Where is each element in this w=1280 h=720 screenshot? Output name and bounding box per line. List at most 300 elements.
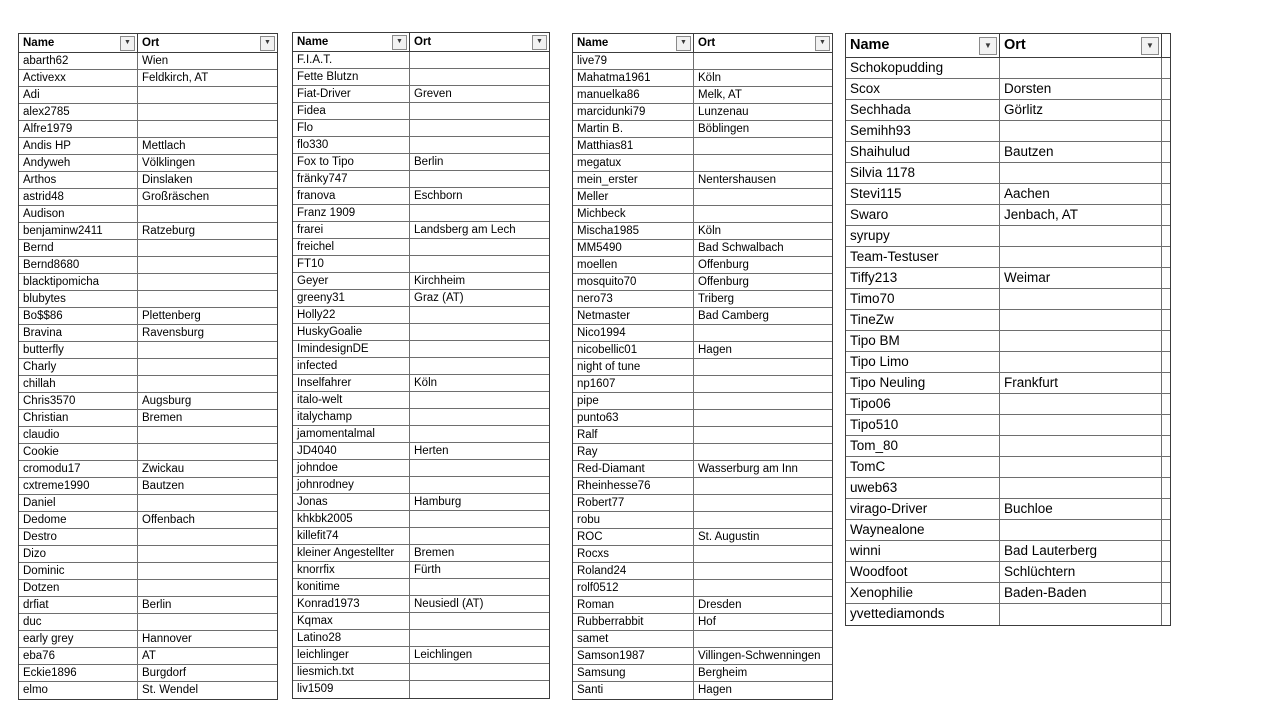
cell-name: HuskyGoalie [293,324,410,341]
cell-name: jamomentalmal [293,426,410,443]
table-row [293,375,549,392]
table-row [573,444,832,461]
clipped-cell [1162,289,1170,310]
cell-name: Jonas [293,494,410,511]
cell-ort [410,392,549,409]
column-header-label: Ort [698,37,716,49]
cell-ort: Weimar [1000,268,1162,289]
cell-name: Inselfahrer [293,375,410,392]
cell-ort: Hagen [698,684,732,696]
cell-ort [1000,331,1162,352]
cell-ort [694,478,832,495]
table-row [573,70,832,87]
cell-ort [410,511,549,528]
table-row [19,631,277,648]
cell-name: Tipo BM [846,331,1000,352]
cell-name: elmo [19,682,138,699]
table-row [19,444,277,461]
cell-name: astrid48 [19,189,138,206]
table-row [573,172,832,189]
header-cell-ort [694,34,832,53]
table-row [293,596,549,613]
cell-name: live79 [573,53,694,70]
clipped-cell [1162,121,1170,142]
table-row [293,477,549,494]
cell-ort [410,460,549,477]
cell-name: mosquito70 [573,274,694,291]
cell-name: Red-Diamant [573,461,694,478]
table-row [293,358,549,375]
cell-ort [1000,394,1162,415]
table-row [846,394,1170,415]
cell-name: Adi [19,87,138,104]
table-row [846,226,1170,247]
filter-dropdown-icon[interactable]: ▼ [1141,37,1159,55]
clipped-cell [1162,142,1170,163]
cell-name: JD4040 [293,443,410,460]
table-row [573,274,832,291]
cell-ort [138,104,277,121]
filter-dropdown-icon[interactable]: ▼ [532,35,547,50]
table-row [19,223,277,240]
cell-ort [1000,352,1162,373]
cell-name: Fox to Tipo [293,154,410,171]
filter-sort-icon[interactable]: ▼ [120,36,135,51]
cell-ort: Hamburg [410,494,549,511]
cell-ort: Landsberg am Lech [410,222,549,239]
cell-ort: Graz (AT) [410,290,549,307]
cell-name: Samson1987 [573,648,694,665]
table-row [293,188,549,205]
cell-name: benjaminw2411 [19,223,138,240]
table-row [846,331,1170,352]
table-row [293,681,549,698]
cell-ort [138,342,277,359]
table-row [293,273,549,290]
cell-ort: Hannover [138,631,277,648]
table-row [19,53,277,70]
cell-ort [1000,58,1162,79]
cell-ort [410,664,549,681]
cell-ort: Burgdorf [138,665,277,682]
table-row [19,376,277,393]
table-row [293,630,549,647]
cell-ort [138,291,277,308]
cell-name: Latino28 [293,630,410,647]
table-row [573,648,832,665]
cell-ort [410,630,549,647]
table-row [846,562,1170,583]
cell-ort: Kirchheim [410,273,549,290]
table-row [846,457,1170,478]
cell-name: syrupy [846,226,1000,247]
cell-name: moellen [573,257,694,274]
cell-ort: Triberg [694,291,832,308]
cell-ort: Bad Schwalbach [694,240,832,257]
cell-name: italo-welt [293,392,410,409]
header-cell-ort [1000,34,1162,58]
cell-name: uweb63 [846,478,1000,499]
cell-name: F.I.A.T. [293,52,410,69]
filter-sort-icon[interactable]: ▼ [392,35,407,50]
table-row [573,53,832,70]
clipped-cell [1162,268,1170,289]
cell-ort: Plettenberg [138,308,277,325]
cell-name: abarth62 [19,53,138,70]
cell-name: Bernd [19,240,138,257]
cell-ort: Jenbach, AT [1000,205,1162,226]
cell-name: drfiat [19,597,138,614]
table-row [293,154,549,171]
cell-name: Tipo Neuling [846,373,1000,394]
cell-name: Christian [19,410,138,427]
table-row [19,614,277,631]
table-row [293,460,549,477]
clipped-cell [1162,394,1170,415]
cell-ort [1000,163,1162,184]
cell-name: punto63 [573,410,694,427]
table-row [846,79,1170,100]
cell-ort: Görlitz [1000,100,1162,121]
table-row [573,393,832,410]
cell-ort: Großräschen [138,189,277,206]
cell-name: Chris3570 [19,393,138,410]
cell-ort: Aachen [1000,184,1162,205]
cell-name: TomC [846,457,1000,478]
cell-name: greeny31 [293,290,410,307]
table-row [19,70,277,87]
cell-name: Arthos [19,172,138,189]
cell-ort [1000,436,1162,457]
cell-name: Santi [573,682,694,699]
cell-ort: Köln [694,70,832,87]
table-row [573,240,832,257]
table-row [573,257,832,274]
column-header-label: Name [850,37,890,53]
cell-name: freichel [293,239,410,256]
cell-ort: Bremen [410,545,549,562]
cell-ort [410,409,549,426]
cell-ort: Fürth [410,562,549,579]
cell-ort [410,120,549,137]
cell-name: ROC [573,529,694,546]
cell-name: MM5490 [573,240,694,257]
table-row [846,100,1170,121]
table-row [573,291,832,308]
cell-name: Rubberrabbit [573,614,694,631]
table-row [293,613,549,630]
cell-name: Rocxs [573,546,694,563]
header-cell-name [846,34,1000,58]
table-row [19,580,277,597]
table-row [19,342,277,359]
cell-name: Meller [573,189,694,206]
table-row [293,426,549,443]
cell-ort [1000,520,1162,541]
table-row [293,222,549,239]
cell-ort [410,426,549,443]
table-row [846,247,1170,268]
cell-name: mein_erster [573,172,694,189]
header-cell-ort [410,33,549,52]
member-table-4 [845,33,1171,626]
cell-ort [694,427,832,444]
cell-name: Fidea [293,103,410,120]
table-row [573,121,832,138]
clipped-cell [1162,604,1170,625]
cell-name: Schokopudding [846,58,1000,79]
cell-ort [138,546,277,563]
clipped-cell [1162,415,1170,436]
clipped-cell [1162,310,1170,331]
cell-name: Fiat-Driver [293,86,410,103]
column-header-label: Ort [414,36,432,48]
clipped-cell [1162,352,1170,373]
header-cell-name [19,34,138,53]
cell-ort: Bergheim [694,665,832,682]
table-row [293,290,549,307]
cell-ort: Wien [138,53,277,70]
cell-ort [1000,478,1162,499]
table-row [573,512,832,529]
cell-ort [410,52,549,69]
cell-name: TineZw [846,310,1000,331]
cell-name: franova [293,188,410,205]
cell-ort [138,359,277,376]
filter-sort-icon[interactable]: ▼ [676,36,691,51]
cell-ort: Baden-Baden [1000,583,1162,604]
cell-ort: Villingen-Schwenningen [694,648,832,665]
cell-name: blubytes [19,291,138,308]
cell-name: megatux [573,155,694,172]
table-row [293,205,549,222]
table-row [846,541,1170,562]
table-row [846,121,1170,142]
cell-name: Flo [293,120,410,137]
table-row [19,478,277,495]
cell-name: Cookie [19,444,138,461]
cell-name: marcidunki79 [573,104,694,121]
cell-ort [410,528,549,545]
table-row [846,604,1170,625]
column-header-label: Name [297,36,329,48]
cell-name: Semihh93 [846,121,1000,142]
table-row [846,310,1170,331]
cell-ort: Frankfurt [1000,373,1162,394]
table-row [19,274,277,291]
cell-name: FT10 [293,256,410,273]
cell-ort: Bremen [138,410,277,427]
cell-name: Stevi115 [846,184,1000,205]
table-row [573,104,832,121]
cell-ort [694,512,832,529]
clipped-cell [1162,436,1170,457]
cell-ort: Dinslaken [138,172,277,189]
table-row [19,529,277,546]
header-row [846,34,1170,58]
column-header-label: Name [577,37,609,49]
clipped-cell [1162,478,1170,499]
cell-ort: Neusiedl (AT) [410,596,549,613]
clipped-cell [1162,457,1170,478]
cell-ort [694,393,832,410]
table-row [846,205,1170,226]
column-header-label: Ort [1004,37,1026,53]
cell-name: Rheinhesse76 [573,478,694,495]
cell-ort: Völklingen [138,155,277,172]
cell-name: Shaihulud [846,142,1000,163]
cell-ort [138,495,277,512]
table-row [293,409,549,426]
cell-ort [1000,226,1162,247]
cell-ort: St. Wendel [142,684,199,696]
cell-ort [1000,457,1162,478]
cell-ort [694,631,832,648]
cell-name: Bernd8680 [19,257,138,274]
cell-name: alex2785 [19,104,138,121]
cell-name: Bravina [19,325,138,342]
cell-ort: Eschborn [410,188,549,205]
cell-ort [694,189,832,206]
table-row [573,206,832,223]
table-row [846,415,1170,436]
table-row [573,155,832,172]
cell-name: Xenophilie [846,583,1000,604]
cell-ort [138,427,277,444]
table-row [19,512,277,529]
cell-name: ImindesignDE [293,341,410,358]
filter-dropdown-icon[interactable]: ▼ [260,36,275,51]
table-row [573,223,832,240]
cell-ort: Dresden [694,597,832,614]
cell-ort: Offenbach [138,512,277,529]
cell-name: leichlinger [293,647,410,664]
cell-ort [410,613,549,630]
cell-ort: Wasserburg am Inn [694,461,832,478]
table-row [19,648,277,665]
cell-ort [1000,310,1162,331]
cell-name: Tipo Limo [846,352,1000,373]
cell-ort [410,239,549,256]
cell-ort [694,580,832,597]
cell-name: Bo$$86 [19,308,138,325]
table-row [573,478,832,495]
cell-name: Eckie1896 [19,665,138,682]
cell-ort: St. Augustin [694,529,832,546]
cell-ort: Greven [410,86,549,103]
table-row [19,563,277,580]
header-cell-name [573,34,694,53]
cell-ort: Melk, AT [694,87,832,104]
cell-name: khkbk2005 [293,511,410,528]
cell-name: eba76 [19,648,138,665]
filter-dropdown-icon[interactable]: ▼ [815,36,830,51]
table-row [573,665,832,682]
cell-ort [1000,604,1162,625]
clipped-cell [1162,205,1170,226]
cell-ort [138,580,277,597]
cell-ort: Offenburg [694,257,832,274]
table-row [573,529,832,546]
cell-name: Timo70 [846,289,1000,310]
table-row [573,87,832,104]
table-row [293,239,549,256]
cell-name: liesmich.txt [293,664,410,681]
cell-name: Destro [19,529,138,546]
table-row [19,546,277,563]
cell-name: Silvia 1178 [846,163,1000,184]
cell-ort [694,444,832,461]
cell-ort [694,325,832,342]
table-row [573,597,832,614]
table-row [19,189,277,206]
cell-ort [410,358,549,375]
cell-ort [138,376,277,393]
table-row [573,376,832,393]
header-row [19,34,277,53]
cell-ort [138,87,277,104]
cell-name: Kqmax [293,613,410,630]
cell-name: knorrfix [293,562,410,579]
cell-ort: Bad Camberg [694,308,832,325]
table-row [573,546,832,563]
cell-name: nero73 [573,291,694,308]
clipped-cell [1162,79,1170,100]
cell-name: Waynealone [846,520,1000,541]
cell-name: Alfre1979 [19,121,138,138]
cell-ort: Leichlingen [410,647,549,664]
cell-name: flo330 [293,137,410,154]
cell-ort: Berlin [410,154,549,171]
table-row [846,478,1170,499]
cell-ort: Zwickau [138,461,277,478]
cell-name: liv1509 [293,681,410,698]
cell-name: kleiner Angestellter [293,545,410,562]
table-row [293,664,549,681]
cell-name: night of tune [573,359,694,376]
clipped-cell [1162,247,1170,268]
table-row [573,631,832,648]
table-row [19,240,277,257]
cell-name: Swaro [846,205,1000,226]
column-header-label: Name [23,37,55,49]
table-row [293,256,549,273]
table-row [846,520,1170,541]
cell-ort [1000,415,1162,436]
cell-name: yvettediamonds [846,604,1000,625]
cell-name: Activexx [19,70,138,87]
cell-name: claudio [19,427,138,444]
table-row [573,325,832,342]
header-cell-name [293,33,410,52]
table-row [19,87,277,104]
table-row [846,163,1170,184]
cell-ort: Feldkirch, AT [138,70,277,87]
cell-name: italychamp [293,409,410,426]
table-row [293,562,549,579]
table-row [293,103,549,120]
clipped-cell [1162,373,1170,394]
cell-name: early grey [19,631,138,648]
cell-name: konitime [293,579,410,596]
cell-ort: Augsburg [138,393,277,410]
cell-name: Martin B. [573,121,694,138]
filter-sort-icon[interactable]: ▼ [979,37,997,55]
table-row [573,495,832,512]
table-row [573,359,832,376]
member-table-2 [292,32,550,699]
cell-name: Tipo06 [846,394,1000,415]
